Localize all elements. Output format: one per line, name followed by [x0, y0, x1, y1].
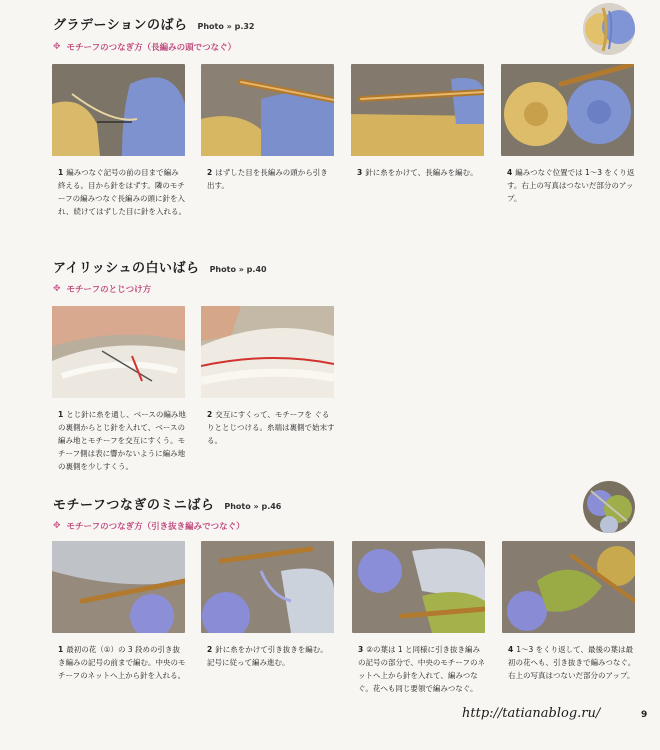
- page-number: 9: [641, 710, 648, 720]
- section-title: モチーフつなぎのミニばら: [53, 498, 215, 513]
- step-caption: [201, 408, 337, 447]
- step-caption: [52, 643, 188, 682]
- step-photo: [352, 541, 485, 633]
- section-heading-irish: [53, 257, 267, 276]
- step-caption: [501, 166, 637, 205]
- step-4: [502, 541, 638, 682]
- subheading-text: モチーフのつなぎ方（引き抜き編みでつなぐ）: [66, 522, 245, 532]
- step-photo: [52, 306, 185, 398]
- step-photo: [351, 64, 484, 156]
- step-photo: [501, 64, 634, 156]
- step-photo: [201, 64, 334, 156]
- subheading-minirose: [53, 520, 245, 532]
- step-number: 1: [58, 645, 64, 654]
- step-text: 編みつなぐ記号の前の目まで編み終える。目から針をはずす。隣のモチーフの編みつなぐ長編みの頭に針を入れ、続けてはずした目に針を入れる。: [58, 168, 186, 216]
- step-caption: [502, 643, 638, 682]
- subheading-text: モチーフのつなぎ方（長編みの頭でつなぐ）: [66, 43, 237, 53]
- section-title: グラデーションのばら: [53, 18, 188, 33]
- step-text: はずした目を長編みの頭から引き出す。: [207, 168, 328, 190]
- photo-reference: Photo » p.32: [197, 22, 255, 31]
- step-number: 2: [207, 645, 213, 654]
- step-number: 4: [507, 168, 513, 177]
- step-photo: [52, 541, 185, 633]
- step-caption: [201, 643, 337, 669]
- step-number: 4: [508, 645, 514, 654]
- section-heading-gradation: [53, 14, 255, 33]
- step-caption: [52, 166, 188, 218]
- subheading-gradation: [53, 41, 236, 53]
- diamond-icon: ✥: [53, 41, 61, 52]
- closeup-photo-minirose: [583, 481, 635, 533]
- step-text: 最初の花（①）の 3 段めの引き抜き編みの記号の前まで編む。中央のモチーフのネットへ上から針を入れる。: [58, 645, 186, 680]
- step-photo: [502, 541, 635, 633]
- subheading-irish: [53, 283, 151, 295]
- step-2: [201, 306, 337, 447]
- step-photo: [52, 64, 185, 156]
- section-title: アイリッシュの白いばら: [53, 261, 200, 276]
- step-photo: [201, 541, 334, 633]
- step-text: 1〜3 をくり返して、最後の葉は最初の花へも、引き抜きで編みつなぐ。右上の写真はつないだ部分のアップ。: [508, 645, 636, 680]
- step-text: 交互にすくって、モチーフを ぐるりととじつける。糸端は裏側で始末する。: [207, 410, 335, 445]
- step-text: ②の葉は 1 と同様に引き抜き編みの記号の部分で、中央のモチーフのネットへ上から針を入れて、編みつなぐ。花へも同じ要領で編みつなぐ。: [358, 645, 485, 693]
- step-text: 編みつなぐ位置では 1〜3 をくり返す。右上の写真はつないだ部分のアップ。: [507, 168, 635, 203]
- closeup-photo-gradation: [583, 3, 635, 55]
- step-photo: [201, 306, 334, 398]
- step-caption: [352, 643, 488, 695]
- diamond-icon: ✥: [53, 520, 61, 531]
- step-text: とじ針に糸を通し、ベースの編み地の裏側からとじ針を入れて、ベースの編み地とモチーフを交互にすくう。モチーフ側は表に響かないように編み地の裏側を少しすくう。: [58, 410, 186, 471]
- step-number: 2: [207, 410, 213, 419]
- step-number: 3: [358, 645, 364, 654]
- step-3: [352, 541, 488, 695]
- step-number: 2: [207, 168, 213, 177]
- step-4: [501, 64, 637, 205]
- step-1: [52, 541, 188, 682]
- step-number: 3: [357, 168, 363, 177]
- section-heading-minirose: [53, 494, 281, 513]
- step-2: [201, 64, 337, 192]
- subheading-text: モチーフのとじつけ方: [66, 285, 152, 295]
- step-caption: [52, 408, 188, 473]
- diamond-icon: ✥: [53, 283, 61, 294]
- step-text: 針に糸をかけて引き抜きを編む。記号に従って編み進む。: [207, 645, 328, 667]
- step-text: 針に糸をかけて、長編みを編む。: [365, 168, 478, 177]
- step-number: 1: [58, 168, 64, 177]
- watermark-url: http://tatianablog.ru/: [462, 706, 601, 721]
- photo-reference: Photo » p.46: [224, 502, 282, 511]
- step-number: 1: [58, 410, 64, 419]
- step-caption: [351, 166, 487, 179]
- step-1: [52, 64, 188, 218]
- step-caption: [201, 166, 337, 192]
- photo-reference: Photo » p.40: [209, 265, 267, 274]
- step-1: [52, 306, 188, 473]
- step-2: [201, 541, 337, 669]
- step-3: [351, 64, 487, 179]
